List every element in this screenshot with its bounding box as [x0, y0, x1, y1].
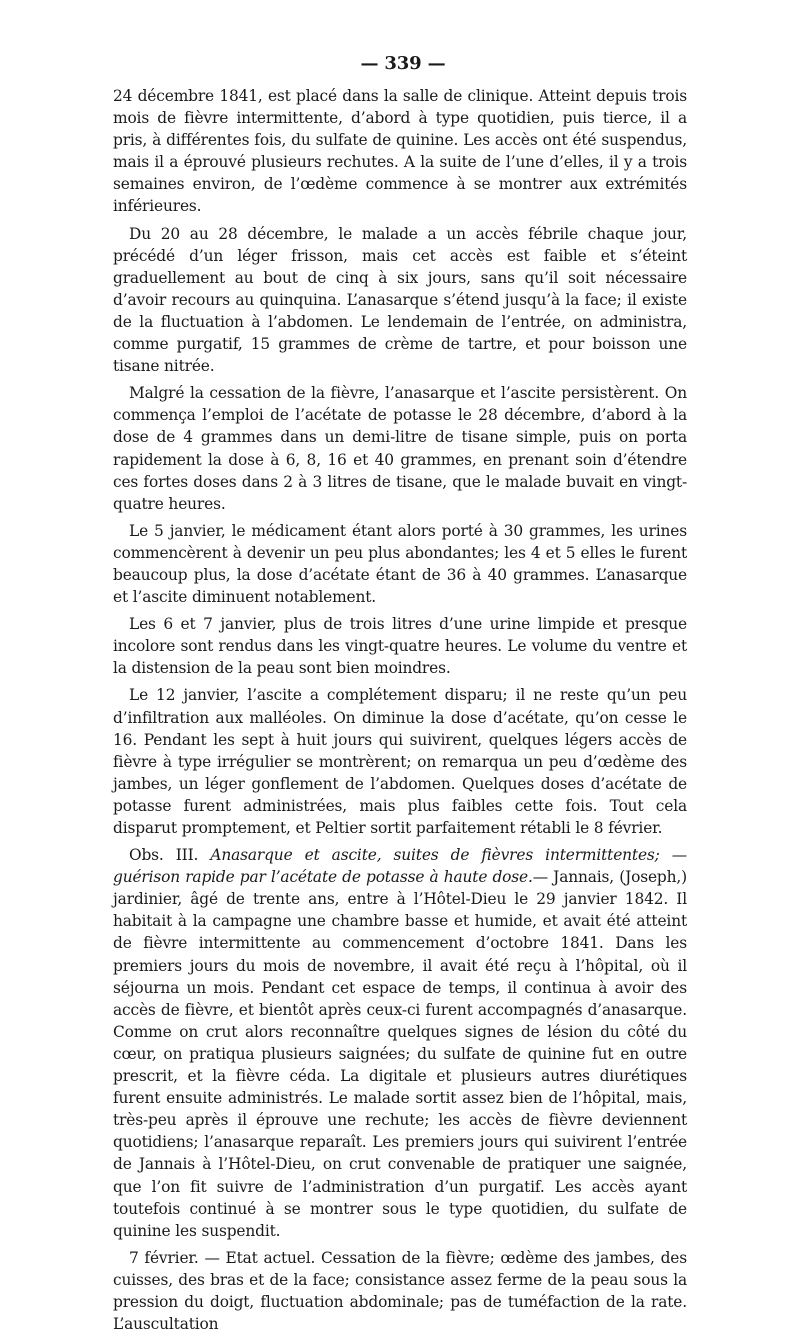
paragraph-1: 24 décembre 1841, est placé dans la salle de clinique. Atteint depuis trois mois de fièvre intermittente, d’abord à type quotidien, puis tierce, il a pris, à différentes fois, du sulfate de quinine. Les accès ont été suspendus, mais il a éprouvé plusieurs rechutes. A la suite de l’une d’elles, il y a trois semaines environ, de l’œdème commence à se montrer aux extrémités inférieures.: [113, 87, 687, 216]
paragraph-last: 7 février. — Etat actuel. Cessation de la fièvre; œdème des jambes, des cuisses, des bras et de la face; consistance assez ferme de la peau sous la pression du doigt, fluctuation abdominale; pas de tuméfaction de la rate. L’auscultation: [113, 1248, 687, 1334]
observation-title: Anasarque et ascite, suites de fièvres intermittentes; — guérison rapide par l’acétate de potasse à haute dose.: [113, 846, 688, 887]
book-page: [113, 52, 687, 1335]
observation-text: — Jannais, (Joseph,) jardinier, âgé de trente ans, entre à l’Hôtel-Dieu le 29 janvier 1842. Il habitait à la campagne une chambre basse et humide, et avait été atteint de fièvre intermittente au commencement d’octobre 1841. Dans les premiers jours du mois de novembre, il avait été reçu à l’hôpital, où il séjourna un mois. Pendant cet espace de temps, il continua à avoir des accès de fièvre, et bientôt après ceux-ci furent accompagnés d’anasarque. Comme on crut alors reconnaître quelques signes de lésion du côté du cœur, on pratiqua plusieurs saignées; du sulfate de quinine fut en outre prescrit, et la fièvre céda. La digitale et plusieurs autres diurétiques furent ensuite administrés. Le malade sortit assez bien de l’hôpital, mais, très-peu après il éprouve une rechute; les accès de fièvre deviennent quotidiens; l’anasarque reparaît. Les premiers jours qui suivirent l’entrée de Jannais à l’Hôtel-Dieu, on crut convenable de pratiquer une saignée, que l’on fit suivre de l’administration d’un purgatif. Les accès ayant toutefois continué à se montrer sous le type quotidien, du sulfate de quinine les suspendit.: [113, 868, 687, 1240]
observation-paragraph: [113, 844, 687, 1242]
paragraph-6: Le 12 janvier, l’ascite a complétement disparu; il ne reste qu’un peu d’infiltration aux malléoles. On diminue la dose d’acétate, qu’on cesse le 16. Pendant les sept à huit jours qui suivirent, quelques légers accès de fièvre à type irrégulier se montrèrent; on remarqua un peu d’œdème des jambes, un léger gonflement de l’abdomen. Quelques doses d’acétate de potasse furent administrées, mais plus faibles cette fois. Tout cela disparut promptement, et Peltier sortit parfaitement rétabli le 8 février.: [113, 686, 687, 837]
observation-label: Obs. III.: [129, 846, 199, 865]
page-number: — 339 —: [360, 53, 446, 74]
paragraph-2: Du 20 au 28 décembre, le malade a un accès fébrile chaque jour, précédé d’un léger frisson, mais cet accès est faible et s’éteint graduellement au bout de cinq à six jours, sans qu’il soit nécessaire d’avoir recours au quinquina. L’anasarque s’étend jusqu’à la face; il existe de la fluctuation à l’abdomen. Le lendemain de l’entrée, on administra, comme purgatif, 15 grammes de crème de tartre, et pour boisson une tisane nitrée.: [113, 224, 687, 376]
paragraph-4: Le 5 janvier, le médicament étant alors porté à 30 grammes, les urines commencèrent à devenir un peu plus abondantes; les 4 et 5 elles le furent beaucoup plus, la dose d’acétate étant de 36 à 40 grammes. L’anasarque et l’ascite diminuent notablement.: [113, 521, 687, 607]
paragraph-3: Malgré la cessation de la fièvre, l’anasarque et l’ascite persistèrent. On commença l’emploi de l’acétate de potasse le 28 décembre, d’abord à la dose de 4 grammes dans un demi-litre de tisane simple, puis on porta rapidement la dose à 6, 8, 16 et 40 grammes, en prenant soin d’étendre ces fortes doses dans 2 à 3 litres de tisane, que le malade buvait en vingt-quatre heures.: [113, 384, 687, 513]
paragraph-5: Les 6 et 7 janvier, plus de trois litres d’une urine limpide et presque incolore sont rendus dans les vingt-quatre heures. Le volume du ventre et la distension de la peau sont bien moindres.: [113, 615, 687, 678]
